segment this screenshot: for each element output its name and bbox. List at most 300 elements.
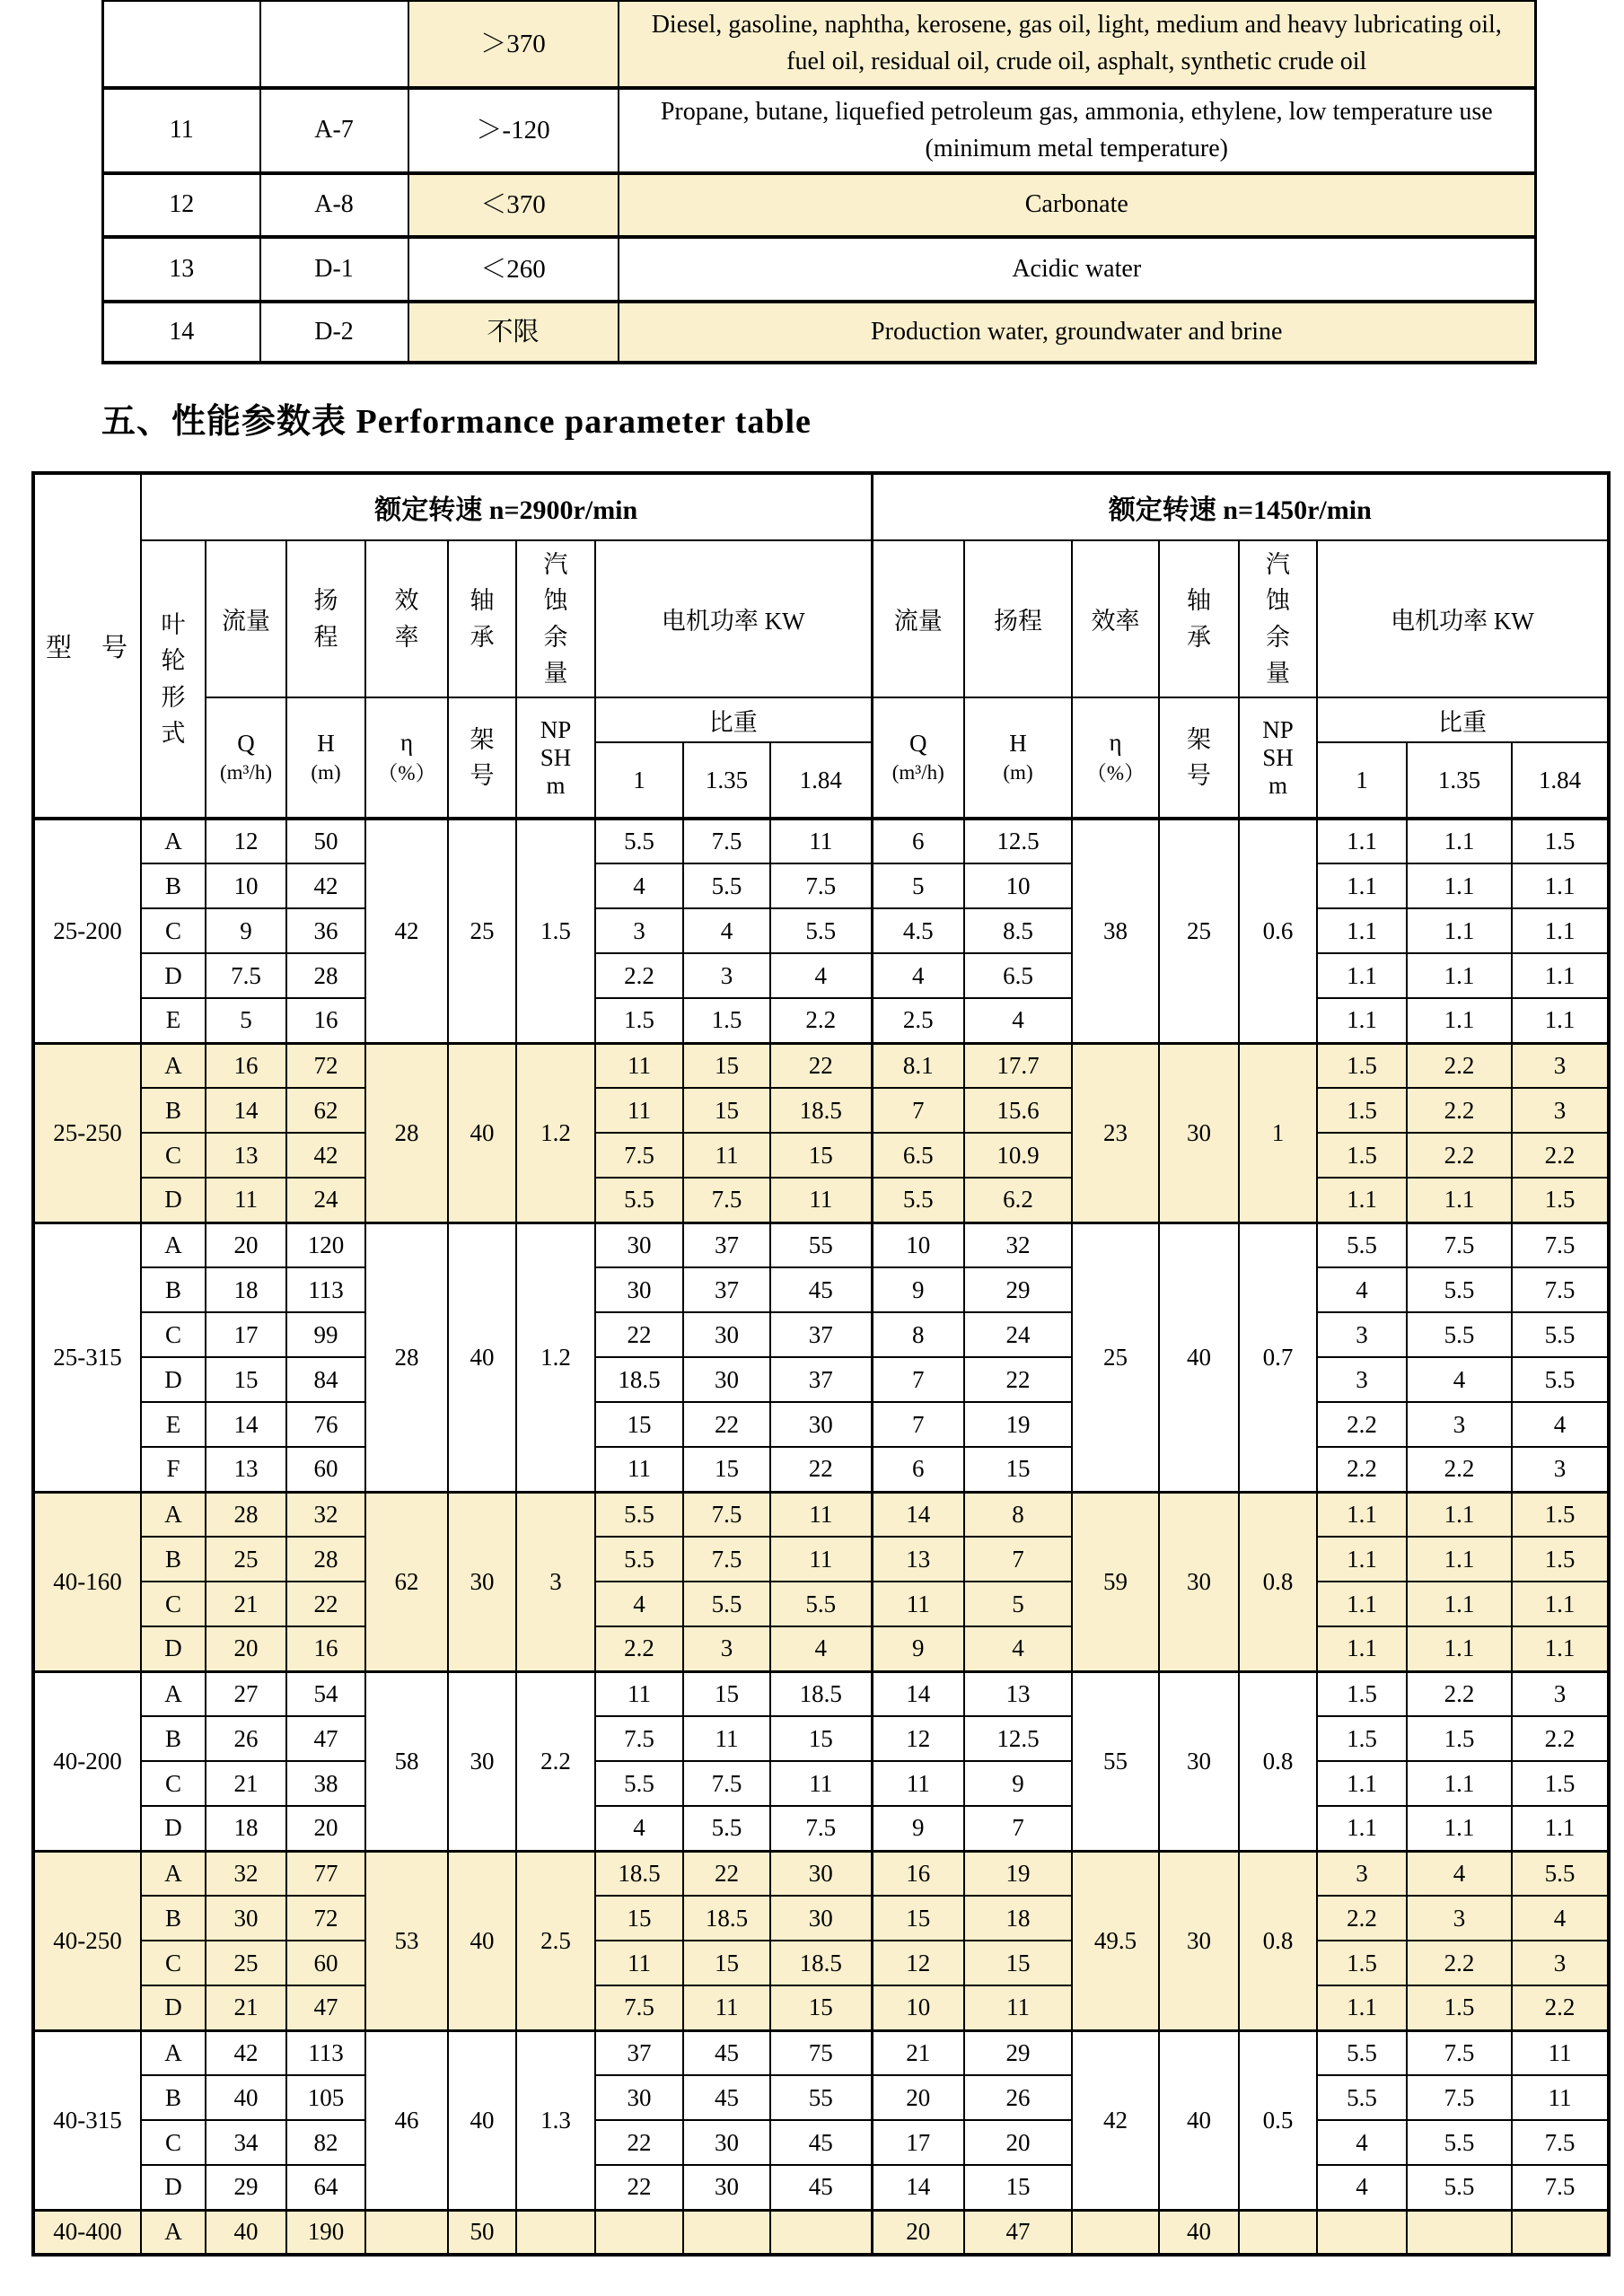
flow-cell: 21 [206, 1582, 286, 1626]
frame-cell: 40 [1159, 1222, 1239, 1492]
power-cell: 4 [770, 953, 872, 998]
flow-cell: 12 [206, 819, 286, 863]
data-row [33, 1761, 1609, 1806]
power-cell: 11 [770, 1178, 872, 1222]
data-row [33, 2210, 1609, 2255]
model-cell: 40-160 [33, 1492, 141, 1671]
flow-cell: 11 [872, 1761, 964, 1806]
npsh-cell: 1.3 [516, 2030, 595, 2210]
flow-cell: 21 [206, 1761, 286, 1806]
head-cell: 4 [964, 998, 1072, 1043]
power-cell: 5.5 [1407, 2165, 1512, 2210]
power-cell: 1.1 [1317, 1626, 1407, 1671]
power-cell: 1.5 [1317, 1671, 1407, 1716]
flow-cell: 13 [206, 1447, 286, 1492]
power-cell: 1.1 [1407, 819, 1512, 863]
row-number-cell: 11 [103, 88, 260, 173]
power-cell: 22 [683, 1851, 770, 1896]
power-cell: 18.5 [683, 1896, 770, 1941]
power-cell: 4 [770, 1626, 872, 1671]
power-cell: 11 [595, 1941, 683, 1985]
temperature-cell: ＞370 [408, 1, 619, 88]
col-header-sg: 1 [1317, 742, 1407, 819]
eff-cell: 38 [1072, 819, 1159, 1043]
flow-cell: 4 [872, 953, 964, 998]
col-header-flow: 流量 [206, 540, 286, 697]
power-cell: 5.5 [1407, 2120, 1512, 2165]
flow-cell: 6.5 [872, 1133, 964, 1178]
medium-cell: Production water, groundwater and brine [619, 302, 1536, 363]
power-cell: 1.5 [1512, 819, 1609, 863]
power-cell: 22 [683, 1402, 770, 1447]
power-cell: 3 [683, 1626, 770, 1671]
power-cell: 1.1 [1407, 1761, 1512, 1806]
npsh-cell: 0.8 [1239, 1851, 1317, 2030]
power-cell: 1.1 [1317, 908, 1407, 953]
flow-cell: 34 [206, 2120, 286, 2165]
power-cell: 5.5 [1512, 1357, 1609, 1402]
power-cell: 7.5 [683, 1492, 770, 1537]
power-cell: 1.1 [1512, 953, 1609, 998]
col-header-gravity: 比重 [595, 697, 872, 742]
head-cell: 12.5 [964, 1716, 1072, 1761]
power-cell: 3 [1317, 1312, 1407, 1357]
npsh-cell: 2.2 [516, 1671, 595, 1851]
col-header-h: H (m) [964, 697, 1072, 819]
model-cell: 25-200 [33, 819, 141, 1043]
npsh-cell: 3 [516, 1492, 595, 1671]
power-cell: 7.5 [1512, 2165, 1609, 2210]
head-cell: 24 [286, 1178, 365, 1222]
data-row [33, 1941, 1609, 1985]
power-cell: 1.1 [1317, 1537, 1407, 1582]
power-cell: 30 [683, 1312, 770, 1357]
flow-cell: 7 [872, 1402, 964, 1447]
col-header-sg: 1.84 [770, 742, 872, 819]
flow-cell: 20 [206, 1222, 286, 1267]
power-cell: 1.1 [1512, 1582, 1609, 1626]
flow-cell: 18 [206, 1806, 286, 1851]
row-number-cell: 14 [103, 302, 260, 363]
head-cell: 8 [964, 1492, 1072, 1537]
impeller-cell: D [141, 2165, 206, 2210]
head-cell: 105 [286, 2075, 365, 2120]
flow-cell: 12 [872, 1941, 964, 1985]
power-cell: 4 [595, 863, 683, 908]
power-cell: 1.1 [1317, 953, 1407, 998]
power-cell: 22 [595, 1312, 683, 1357]
code-cell: D-2 [260, 302, 408, 363]
data-row [33, 1806, 1609, 1851]
flow-cell: 21 [872, 2030, 964, 2075]
power-cell: 11 [683, 1985, 770, 2030]
head-cell: 50 [286, 819, 365, 863]
data-row [33, 1402, 1609, 1447]
power-cell: 11 [1512, 2075, 1609, 2120]
power-cell [1512, 2210, 1609, 2255]
power-cell: 2.2 [1407, 1088, 1512, 1133]
col-header-impeller: 叶 轮 形 式 [141, 540, 206, 819]
data-row [33, 1716, 1609, 1761]
flow-cell: 14 [872, 1492, 964, 1537]
eff-cell: 62 [365, 1492, 448, 1671]
power-cell: 22 [595, 2120, 683, 2165]
flow-cell: 11 [206, 1178, 286, 1222]
power-cell: 37 [683, 1222, 770, 1267]
col-header-frame: 架 号 [1159, 697, 1239, 819]
power-cell: 4 [595, 1582, 683, 1626]
medium-cell: Diesel, gasoline, naphtha, kerosene, gas oil, light, medium and heavy lubricating oil, fuel oil, residual oil, crude oil, asphalt, synthetic crude oil [619, 1, 1536, 88]
head-cell: 19 [964, 1851, 1072, 1896]
head-cell: 17.7 [964, 1043, 1072, 1088]
head-cell: 15 [964, 2165, 1072, 2210]
head-cell: 24 [964, 1312, 1072, 1357]
performance-table-head [33, 473, 1609, 819]
col-header-q: Q (m³/h) [872, 697, 964, 819]
power-cell: 2.2 [1317, 1447, 1407, 1492]
power-cell [683, 2210, 770, 2255]
power-cell: 5.5 [1407, 1267, 1512, 1312]
speed-2900-header: 额定转速 n=2900r/min [141, 473, 872, 540]
power-cell: 1.5 [1512, 1537, 1609, 1582]
power-cell: 1.1 [1317, 819, 1407, 863]
data-row [33, 1357, 1609, 1402]
col-header-npsh-unit: NP SH m [1239, 697, 1317, 819]
data-row [33, 1582, 1609, 1626]
impeller-cell: B [141, 1537, 206, 1582]
power-cell: 11 [683, 1133, 770, 1178]
power-cell: 11 [595, 1671, 683, 1716]
row-number-cell: 12 [103, 173, 260, 237]
power-cell: 4 [1512, 1896, 1609, 1941]
head-cell: 120 [286, 1222, 365, 1267]
impeller-cell: E [141, 998, 206, 1043]
flow-cell: 10 [872, 1222, 964, 1267]
eff-cell [1072, 2210, 1159, 2255]
medium-cell: Propane, butane, liquefied petroleum gas, ammonia, ethylene, low temperature use (minimum metal temperature) [619, 88, 1536, 173]
power-cell: 4 [1317, 1267, 1407, 1312]
flow-cell: 13 [206, 1133, 286, 1178]
impeller-cell: C [141, 1941, 206, 1985]
power-cell: 55 [770, 2075, 872, 2120]
power-cell: 5.5 [1512, 1851, 1609, 1896]
npsh-cell: 2.5 [516, 1851, 595, 2030]
col-header-gravity: 比重 [1317, 697, 1609, 742]
flow-cell: 9 [872, 1806, 964, 1851]
head-cell: 38 [286, 1761, 365, 1806]
power-cell: 18.5 [770, 1088, 872, 1133]
power-cell: 11 [770, 1761, 872, 1806]
medium-cell: Acidic water [619, 237, 1536, 302]
head-cell: 113 [286, 2030, 365, 2075]
head-cell: 42 [286, 1133, 365, 1178]
head-cell: 64 [286, 2165, 365, 2210]
col-header-head: 扬 程 [286, 540, 365, 697]
flow-cell: 25 [206, 1941, 286, 1985]
power-cell: 15 [683, 1447, 770, 1492]
power-cell: 7.5 [595, 1133, 683, 1178]
data-row [33, 908, 1609, 953]
power-cell: 75 [770, 2030, 872, 2075]
head-cell: 60 [286, 1941, 365, 1985]
impeller-cell: C [141, 1582, 206, 1626]
section-title: 五、性能参数表 Performance parameter table [101, 403, 812, 441]
head-cell: 15.6 [964, 1088, 1072, 1133]
data-row [33, 1985, 1609, 2030]
npsh-cell: 0.8 [1239, 1671, 1317, 1851]
head-cell: 7 [964, 1806, 1072, 1851]
col-header-eta: η （%） [365, 697, 448, 819]
power-cell: 1.5 [1512, 1492, 1609, 1537]
col-header-sg: 1 [595, 742, 683, 819]
head-cell: 72 [286, 1043, 365, 1088]
power-cell: 7.5 [770, 1806, 872, 1851]
power-cell: 7.5 [1512, 1222, 1609, 1267]
impeller-cell: B [141, 1267, 206, 1312]
power-cell: 55 [770, 1222, 872, 1267]
power-cell: 18.5 [595, 1357, 683, 1402]
head-cell: 26 [964, 2075, 1072, 2120]
power-cell: 3 [1407, 1896, 1512, 1941]
power-cell: 1.1 [1317, 1985, 1407, 2030]
frame-cell: 25 [448, 819, 516, 1043]
power-cell: 2.2 [1407, 1043, 1512, 1088]
power-cell: 15 [683, 1043, 770, 1088]
power-cell: 5.5 [770, 1582, 872, 1626]
power-cell: 1.1 [1317, 863, 1407, 908]
power-cell: 37 [683, 1267, 770, 1312]
eff-cell: 42 [365, 819, 448, 1043]
flow-cell: 14 [872, 2165, 964, 2210]
row-number-cell [103, 1, 260, 88]
flow-cell: 10 [872, 1985, 964, 2030]
col-header-npsh-unit: NP SH m [516, 697, 595, 819]
head-cell: 47 [286, 1716, 365, 1761]
flow-cell: 17 [206, 1312, 286, 1357]
power-cell: 1.5 [1407, 1716, 1512, 1761]
flow-cell: 10 [206, 863, 286, 908]
power-cell: 11 [595, 1447, 683, 1492]
power-cell: 37 [595, 2030, 683, 2075]
data-row [33, 1447, 1609, 1492]
power-cell: 2.2 [595, 1626, 683, 1671]
head-cell: 82 [286, 2120, 365, 2165]
power-cell: 11 [595, 1043, 683, 1088]
head-cell: 4 [964, 1626, 1072, 1671]
col-header-sg: 1.84 [1512, 742, 1609, 819]
head-cell: 113 [286, 1267, 365, 1312]
head-cell: 8.5 [964, 908, 1072, 953]
flow-cell: 20 [206, 1626, 286, 1671]
flow-cell: 8 [872, 1312, 964, 1357]
power-cell: 2.2 [770, 998, 872, 1043]
frame-cell: 40 [448, 2030, 516, 2210]
temperature-cell: 不限 [408, 302, 619, 363]
head-cell: 32 [964, 1222, 1072, 1267]
power-cell: 1.5 [1317, 1716, 1407, 1761]
head-cell: 36 [286, 908, 365, 953]
power-cell: 3 [1512, 1941, 1609, 1985]
power-cell: 2.2 [1317, 1402, 1407, 1447]
model-cell: 40-250 [33, 1851, 141, 2030]
col-header-h: H (m) [286, 697, 365, 819]
col-header-sg: 1.35 [1407, 742, 1512, 819]
head-cell: 29 [964, 1267, 1072, 1312]
impeller-cell: C [141, 1312, 206, 1357]
power-cell: 1.1 [1512, 998, 1609, 1043]
power-cell: 1.5 [1317, 1088, 1407, 1133]
head-cell: 190 [286, 2210, 365, 2255]
medium-cell: Carbonate [619, 173, 1536, 237]
head-cell: 84 [286, 1357, 365, 1402]
code-cell [260, 1, 408, 88]
power-cell: 7.5 [1407, 2075, 1512, 2120]
power-cell: 3 [683, 953, 770, 998]
flow-cell: 7 [872, 1088, 964, 1133]
power-cell: 1.1 [1512, 863, 1609, 908]
power-cell: 4 [1407, 1851, 1512, 1896]
data-row [33, 1671, 1609, 1716]
frame-cell: 30 [1159, 1851, 1239, 2030]
temperature-cell: ＜370 [408, 173, 619, 237]
impeller-cell: B [141, 1088, 206, 1133]
power-cell: 1.5 [683, 998, 770, 1043]
power-cell: 1.1 [1317, 1806, 1407, 1851]
power-cell: 45 [770, 2120, 872, 2165]
data-row [33, 1222, 1609, 1267]
frame-cell: 40 [1159, 2030, 1239, 2210]
head-cell: 13 [964, 1671, 1072, 1716]
power-cell: 3 [1407, 1402, 1512, 1447]
impeller-cell: E [141, 1402, 206, 1447]
head-cell: 28 [286, 953, 365, 998]
code-cell: A-8 [260, 173, 408, 237]
frame-cell: 30 [448, 1671, 516, 1851]
head-cell: 22 [964, 1357, 1072, 1402]
frame-cell: 50 [448, 2210, 516, 2255]
col-header-flow: 流量 [872, 540, 964, 697]
head-cell: 7 [964, 1537, 1072, 1582]
flow-cell: 40 [206, 2210, 286, 2255]
data-row [33, 2030, 1609, 2075]
model-cell: 40-400 [33, 2210, 141, 2255]
eff-cell: 28 [365, 1222, 448, 1492]
power-cell: 45 [683, 2030, 770, 2075]
power-cell: 1.1 [1317, 1582, 1407, 1626]
data-row [33, 1133, 1609, 1178]
power-cell: 30 [770, 1896, 872, 1941]
power-cell [1317, 2210, 1407, 2255]
impeller-cell: C [141, 908, 206, 953]
power-cell: 1.1 [1407, 953, 1512, 998]
flow-cell: 26 [206, 1716, 286, 1761]
power-cell: 30 [770, 1402, 872, 1447]
power-cell: 1.5 [1512, 1761, 1609, 1806]
power-cell: 15 [683, 1941, 770, 1985]
model-cell: 40-200 [33, 1671, 141, 1851]
power-cell: 1.5 [1317, 1133, 1407, 1178]
flow-cell: 8.1 [872, 1043, 964, 1088]
power-cell: 11 [770, 1492, 872, 1537]
model-cell: 25-315 [33, 1222, 141, 1492]
head-cell: 10.9 [964, 1133, 1072, 1178]
head-cell: 47 [286, 1985, 365, 2030]
data-row [33, 998, 1609, 1043]
head-cell: 62 [286, 1088, 365, 1133]
impeller-cell: D [141, 1806, 206, 1851]
power-cell: 2.2 [1407, 1447, 1512, 1492]
data-row [33, 1851, 1609, 1896]
head-cell: 18 [964, 1896, 1072, 1941]
frame-cell: 40 [448, 1043, 516, 1222]
data-row [33, 819, 1609, 863]
flow-cell: 16 [872, 1851, 964, 1896]
power-cell: 3 [1512, 1447, 1609, 1492]
power-cell: 15 [595, 1402, 683, 1447]
flow-cell: 20 [872, 2075, 964, 2120]
media-class-table [101, 0, 1537, 364]
data-row [33, 2075, 1609, 2120]
flow-cell: 6 [872, 819, 964, 863]
head-cell: 19 [964, 1402, 1072, 1447]
impeller-cell: A [141, 1222, 206, 1267]
head-cell: 72 [286, 1896, 365, 1941]
power-cell: 2.2 [1407, 1671, 1512, 1716]
power-cell: 5.5 [683, 863, 770, 908]
col-header-motor-power: 电机功率 KW [1317, 540, 1609, 697]
flow-cell: 7.5 [206, 953, 286, 998]
head-cell: 11 [964, 1985, 1072, 2030]
flow-cell: 9 [872, 1626, 964, 1671]
power-cell: 1.1 [1407, 908, 1512, 953]
model-cell: 25-250 [33, 1043, 141, 1222]
npsh-cell: 1.2 [516, 1222, 595, 1492]
power-cell: 1.5 [1407, 1985, 1512, 2030]
code-cell: A-7 [260, 88, 408, 173]
power-cell: 2.2 [1512, 1133, 1609, 1178]
head-cell: 20 [286, 1806, 365, 1851]
performance-table-body [33, 819, 1609, 2255]
impeller-cell: A [141, 1851, 206, 1896]
flow-cell: 15 [872, 1896, 964, 1941]
head-cell: 42 [286, 863, 365, 908]
col-header-eff: 效 率 [365, 540, 448, 697]
col-header-model: 型 号 [33, 473, 141, 819]
frame-cell: 30 [1159, 1043, 1239, 1222]
eff-cell: 46 [365, 2030, 448, 2210]
flow-cell: 20 [872, 2210, 964, 2255]
flow-cell: 16 [206, 1043, 286, 1088]
frame-cell: 30 [1159, 1671, 1239, 1851]
power-cell: 4 [683, 908, 770, 953]
power-cell: 1.1 [1512, 908, 1609, 953]
power-cell: 1.1 [1317, 1492, 1407, 1537]
table-row [103, 1, 1536, 88]
data-row [33, 863, 1609, 908]
code-cell: D-1 [260, 237, 408, 302]
model-cell: 40-315 [33, 2030, 141, 2210]
impeller-cell: D [141, 1626, 206, 1671]
flow-cell: 5 [872, 863, 964, 908]
eff-cell: 23 [1072, 1043, 1159, 1222]
head-cell: 77 [286, 1851, 365, 1896]
power-cell: 22 [595, 2165, 683, 2210]
power-cell: 45 [770, 2165, 872, 2210]
data-row [33, 1267, 1609, 1312]
head-cell: 76 [286, 1402, 365, 1447]
power-cell: 5.5 [1512, 1312, 1609, 1357]
frame-cell: 40 [448, 1851, 516, 2030]
